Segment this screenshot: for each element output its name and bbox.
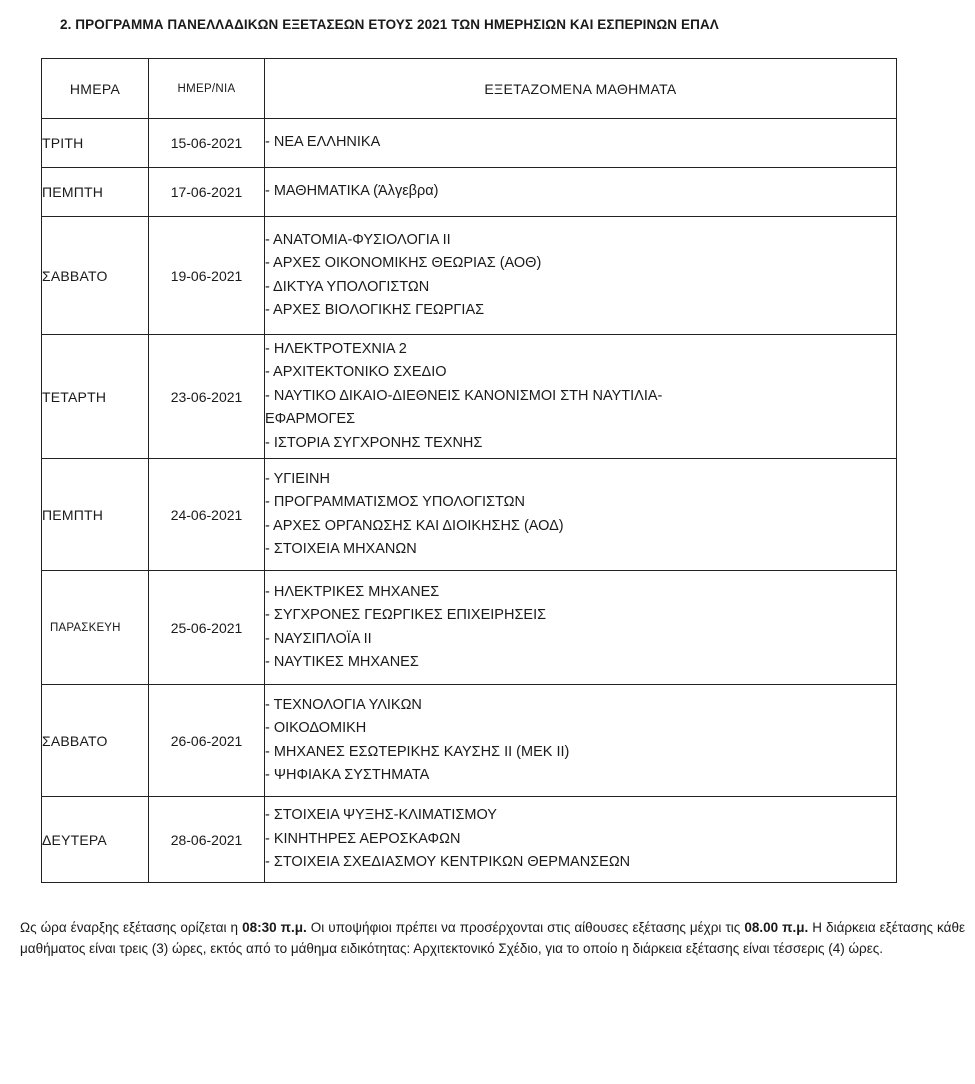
subject-item: - ΗΛΕΚΤΡΟΤΕΧΝΙΑ 2 [265, 340, 407, 357]
subject-item: - ΚΙΝΗΤΗΡΕΣ ΑΕΡΟΣΚΑΦΩΝ [265, 830, 461, 847]
subject-item: - ΜΗΧΑΝΕΣ ΕΣΩΤΕΡΙΚΗΣ ΚΑΥΣΗΣ ΙΙ (ΜΕΚ ΙΙ) [265, 743, 570, 760]
subject-item: - ΑΡΧΕΣ ΟΙΚΟΝΟΜΙΚΗΣ ΘΕΩΡΙΑΣ (ΑΟΘ) [265, 255, 542, 271]
subject-item: - ΣΥΓΧΡΟΝΕΣ ΓΕΩΡΓΙΚΕΣ ΕΠΙΧΕΙΡΗΣΕΙΣ [265, 607, 547, 623]
row-subjects [265, 685, 897, 797]
row-date: 23-06-2021 [149, 335, 265, 459]
row-day: ΠΕΜΠΤΗ [42, 168, 149, 217]
row-date: 26-06-2021 [149, 685, 265, 797]
note-text-1: Ως ώρα έναρξης εξέτασης ορίζεται η [20, 920, 243, 935]
table-row [42, 335, 897, 459]
row-subjects [265, 335, 897, 459]
row-date: 19-06-2021 [149, 217, 265, 335]
subject-item: - ΝΑΥΤΙΚΟ ΔΙΚΑΙΟ-ΔΙΕΘΝΕΙΣ ΚΑΝΟΝΙΣΜΟΙ ΣΤΗ ΝΑΥΤΙΛΙΑ- [265, 387, 663, 404]
note-text-3: Η διάρκεια εξέτασης κάθε μαθήματος είναι τρεις (3) ώρες, εκτός από το μάθημα ειδικότητας: Αρχιτεκτονικό Σχέδιο, για το οποίο η διάρκεια εξέτασης είναι τέσσερις (4) ώρες. [20, 920, 965, 956]
row-date: 17-06-2021 [149, 168, 265, 217]
row-day: ΠΑΡΑΣΚΕΥΗ [42, 571, 149, 685]
note-arrival-time: 08.00 π.μ. [744, 920, 809, 935]
row-day: ΣΑΒΒΑΤΟ [42, 217, 149, 335]
subject-item: - ΝΕΑ ΕΛΛΗΝΙΚΑ [265, 134, 381, 151]
subject-item: - ΜΑΘΗΜΑΤΙΚΑ (Άλγεβρα) [265, 183, 439, 200]
subject-item: ΕΦΑΡΜΟΓΕΣ [265, 411, 356, 428]
subject-item: - ΟΙΚΟΔΟΜΙΚΗ [265, 720, 367, 736]
table-row [42, 119, 897, 168]
subject-item: - ΣΤΟΙΧΕΙΑ ΜΗΧΑΝΩΝ [265, 541, 417, 557]
table-row [42, 797, 897, 883]
header-day: ΗΜΕΡΑ [42, 59, 149, 119]
subject-item: - ΤΕΧΝΟΛΟΓΙΑ ΥΛΙΚΩΝ [265, 696, 422, 713]
header-date: ΗΜΕΡ/ΝΙΑ [149, 59, 265, 119]
subject-item: - ΔΙΚΤΥΑ ΥΠΟΛΟΓΙΣΤΩΝ [265, 278, 430, 295]
subject-item: - ΗΛΕΚΤΡΙΚΕΣ ΜΗΧΑΝΕΣ [265, 583, 440, 600]
exam-time-note [20, 917, 965, 959]
row-day: ΤΡΙΤΗ [42, 119, 149, 168]
subject-item: - ΥΓΙΕΙΝΗ [265, 470, 330, 487]
document-title: 2. ΠΡΟΓΡΑΜΜΑ ΠΑΝΕΛΛΑΔΙΚΩΝ ΕΞΕΤΑΣΕΩΝ ΕΤΟΥΣ 2021 ΤΩΝ ΗΜΕΡΗΣΙΩΝ ΚΑΙ ΕΣΠΕΡΙΝΩΝ ΕΠΑΛ [60, 17, 719, 32]
subject-item: - ΑΡΧΙΤΕΚΤΟΝΙΚΟ ΣΧΕΔΙΟ [265, 364, 447, 381]
table-header-row [42, 59, 897, 119]
subject-item: - ΙΣΤΟΡΙΑ ΣΥΓΧΡΟΝΗΣ ΤΕΧΝΗΣ [265, 434, 483, 451]
note-text-2: Οι υποψήφιοι πρέπει να προσέρχονται στις αίθουσες εξέτασης μέχρι τις [306, 920, 745, 935]
subject-item: - ΑΝΑΤΟΜΙΑ-ΦΥΣΙΟΛΟΓΙΑ ΙΙ [265, 231, 451, 248]
table-row [42, 571, 897, 685]
row-day: ΔΕΥΤΕΡΑ [42, 797, 149, 883]
row-day: ΣΑΒΒΑΤΟ [42, 685, 149, 797]
subject-item: - ΝΑΥΤΙΚΕΣ ΜΗΧΑΝΕΣ [265, 654, 419, 670]
row-subjects [265, 571, 897, 685]
row-date: 24-06-2021 [149, 459, 265, 571]
table-row [42, 217, 897, 335]
table-row [42, 685, 897, 797]
exam-schedule-table [41, 58, 897, 883]
subject-item: - ΨΗΦΙΑΚΑ ΣΥΣΤΗΜΑΤΑ [265, 767, 430, 783]
row-date: 28-06-2021 [149, 797, 265, 883]
table-row [42, 168, 897, 217]
subject-item: - ΠΡΟΓΡΑΜΜΑΤΙΣΜΟΣ ΥΠΟΛΟΓΙΣΤΩΝ [265, 494, 525, 510]
table-row [42, 459, 897, 571]
header-subjects: ΕΞΕΤΑΖΟΜΕΝΑ ΜΑΘΗΜΑΤΑ [265, 59, 897, 119]
table-body [42, 119, 897, 883]
row-date: 25-06-2021 [149, 571, 265, 685]
row-subjects [265, 119, 897, 168]
row-day: ΤΕΤΑΡΤΗ [42, 335, 149, 459]
row-subjects [265, 459, 897, 571]
row-subjects [265, 217, 897, 335]
row-day: ΠΕΜΠΤΗ [42, 459, 149, 571]
subject-item: - ΑΡΧΕΣ ΒΙΟΛΟΓΙΚΗΣ ΓΕΩΡΓΙΑΣ [265, 302, 485, 318]
subject-item: - ΑΡΧΕΣ ΟΡΓΑΝΩΣΗΣ ΚΑΙ ΔΙΟΙΚΗΣΗΣ (ΑΟΔ) [265, 517, 564, 534]
subject-item: - ΣΤΟΙΧΕΙΑ ΣΧΕΔΙΑΣΜΟΥ ΚΕΝΤΡΙΚΩΝ ΘΕΡΜΑΝΣΕΩΝ [265, 854, 631, 871]
row-subjects [265, 168, 897, 217]
note-start-time: 08:30 π.μ. [242, 920, 307, 935]
row-date: 15-06-2021 [149, 119, 265, 168]
subject-item: - ΝΑΥΣΙΠΛΟΪΑ ΙΙ [265, 630, 372, 647]
subject-item: - ΣΤΟΙΧΕΙΑ ΨΥΞΗΣ-ΚΛΙΜΑΤΙΣΜΟΥ [265, 807, 497, 824]
row-subjects [265, 797, 897, 883]
